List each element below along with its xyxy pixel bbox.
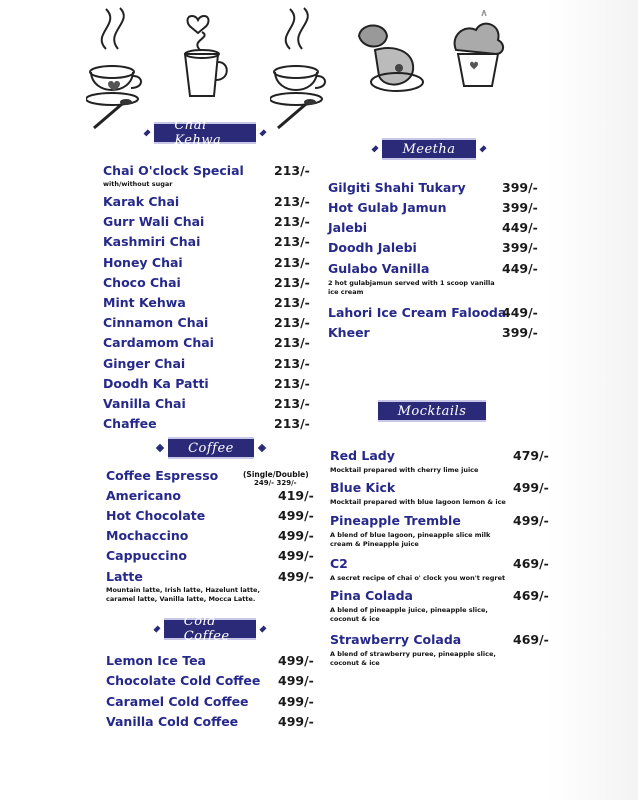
menu-item-note: A blend of pineapple juice, pineapple slice, coconut & ice (330, 606, 488, 623)
menu-item-price: 499/- (278, 673, 314, 688)
menu-item-name: Lemon Ice Tea (106, 653, 206, 668)
menu-item-price: 449/- (502, 261, 538, 276)
menu-item-price: 213/- (274, 234, 310, 249)
cupcake-icon (448, 10, 508, 90)
menu-item-note: A blend of strawberry puree, pineapple slice, coconut & ice (330, 650, 496, 667)
menu-item-name: Mint Kehwa (103, 295, 186, 310)
menu-item-name: Strawberry Colada (330, 632, 462, 647)
menu-item-note: 2 hot gulabjamun served with 1 scoop vanilla ice cream (328, 279, 495, 296)
menu-item-name: Hot Gulab Jamun (328, 200, 447, 215)
menu-item-name: Chocolate Cold Coffee (106, 673, 261, 688)
menu-item-name: Chaffee (103, 416, 157, 431)
menu-item-name: Pina Colada (330, 588, 413, 603)
menu-item-price: 499/- (513, 513, 549, 528)
dessert-icon (355, 20, 435, 95)
menu-item-name: C2 (330, 556, 348, 571)
menu-item-name: Cardamom Chai (103, 335, 214, 350)
menu-item-price: 399/- (502, 240, 538, 255)
menu-item-price: 419/- (278, 488, 314, 503)
menu-item-name: Choco Chai (103, 275, 181, 290)
menu-item-price: 213/- (274, 416, 310, 431)
menu-item-price: 213/- (274, 163, 310, 178)
menu-item-name: Caramel Cold Coffee (106, 694, 249, 709)
menu-item-name: Doodh Ka Patti (103, 376, 209, 391)
menu-item-note: Mocktail prepared with blue lagoon lemon & ice (330, 498, 506, 506)
menu-item-price: 213/- (274, 255, 310, 270)
menu-item-price: 449/- (502, 220, 538, 235)
menu-item-name: Vanilla Cold Coffee (106, 714, 239, 729)
menu-item-name: Cinnamon Chai (103, 315, 209, 330)
section-title-cold-coffee: Cold Coffee (183, 614, 230, 644)
menu-item-price: 469/- (513, 588, 549, 603)
menu-item-note: with/without sugar (103, 180, 173, 188)
menu-item-name: Vanilla Chai (103, 396, 186, 411)
menu-item-price: 499/- (278, 653, 314, 668)
menu-item-name: Hot Chocolate (106, 508, 206, 523)
menu-item-price: 399/- (502, 180, 538, 195)
section-banner-chai (140, 118, 270, 148)
menu-item-price: 399/- (502, 200, 538, 215)
menu-item-price: 479/- (513, 448, 549, 463)
menu-item-price: 499/- (513, 480, 549, 495)
menu-item-name: Jalebi (328, 220, 368, 235)
menu-item-price: 213/- (274, 275, 310, 290)
menu-item-name: Lahori Ice Cream Falooda (328, 305, 507, 320)
section-title-mocktails: Mocktails (397, 403, 467, 419)
menu-item-name: Gulabo Vanilla (328, 261, 430, 276)
menu-item-name: Honey Chai (103, 255, 183, 270)
menu-item-price: 499/- (278, 528, 314, 543)
menu-item-name: Chai O'clock Special (103, 163, 244, 178)
section-title-meetha: Meetha (402, 141, 456, 157)
section-title-coffee: Coffee (188, 440, 234, 456)
menu-item-name: Gilgiti Shahi Tukary (328, 180, 466, 195)
page-edge (548, 0, 638, 800)
menu-item-name: Coffee Espresso (106, 468, 219, 483)
menu-item-name: Kheer (328, 325, 370, 340)
menu-item-price: 469/- (513, 556, 549, 571)
menu-item-price: 499/- (278, 694, 314, 709)
menu-item-price: 213/- (274, 356, 310, 371)
menu-item-price: 213/- (274, 194, 310, 209)
menu-item-note: Mocktail prepared with cherry lime juice (330, 466, 479, 474)
section-title-chai: Chai Kehwa (174, 118, 222, 148)
section-banner-meetha (368, 138, 490, 160)
heart-mug-icon (180, 10, 230, 100)
menu-item-name: Red Lady (330, 448, 395, 463)
menu-item-note: A secret recipe of chai o' clock you won't regret (330, 574, 506, 582)
menu-item-name: Mochaccino (106, 528, 189, 543)
menu-item-name: Ginger Chai (103, 356, 186, 371)
steaming-cup-icon (86, 4, 146, 130)
menu-item-price: 499/- (278, 548, 314, 563)
menu-item-price: 249/- 329/- (254, 479, 297, 487)
menu-item-name: Doodh Jalebi (328, 240, 417, 255)
menu-item-price: 213/- (274, 214, 310, 229)
steaming-cup-icon (270, 4, 330, 130)
menu-item-note: Mountain latte, Irish latte, Hazelunt latte, caramel latte, Vanilla latte, Mocca Latte. (106, 586, 260, 603)
menu-item-name: Karak Chai (103, 194, 180, 209)
menu-item-name: Latte (106, 569, 143, 584)
section-banner-coffee (150, 437, 272, 459)
menu-item-price: 449/- (502, 305, 538, 320)
menu-item-price: 499/- (278, 508, 314, 523)
menu-item-price: 213/- (274, 295, 310, 310)
menu-item-price: 213/- (274, 376, 310, 391)
section-banner-cold-coffee (150, 614, 270, 644)
menu-item-name: Gurr Wali Chai (103, 214, 205, 229)
menu-item-note: A blend of blue lagoon, pineapple slice milk cream & Pineapple juice (330, 531, 491, 548)
menu-item-name: Pineapple Tremble (330, 513, 461, 528)
menu-item-price: 399/- (502, 325, 538, 340)
menu-item-price: 499/- (278, 714, 314, 729)
menu-item-name: Cappuccino (106, 548, 187, 563)
menu-item-price: 499/- (278, 569, 314, 584)
menu-item-price: 469/- (513, 632, 549, 647)
menu-item-name: Blue Kick (330, 480, 396, 495)
menu-item-price: 213/- (274, 335, 310, 350)
section-banner-mocktails (368, 400, 496, 422)
menu-item-price: 213/- (274, 315, 310, 330)
menu-item-name: Kashmiri Chai (103, 234, 201, 249)
menu-item-name: Americano (106, 488, 181, 503)
menu-item-size-label: (Single/Double) (243, 470, 309, 479)
menu-item-price: 213/- (274, 396, 310, 411)
